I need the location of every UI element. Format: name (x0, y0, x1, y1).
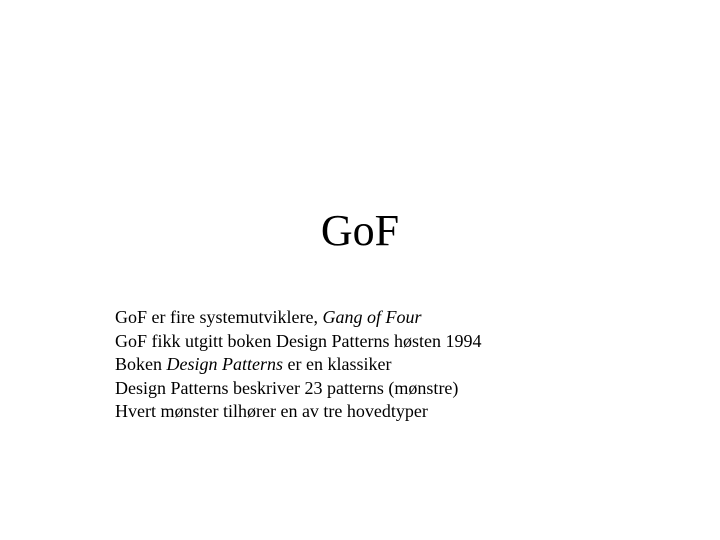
body-line (115, 330, 481, 354)
slide-body (115, 306, 481, 424)
italic-text-run: Gang of Four (322, 307, 422, 327)
text-run: er en klassiker (283, 354, 392, 374)
body-line (115, 377, 481, 401)
text-run: Hvert mønster tilhører en av tre hovedtyper (115, 401, 428, 421)
body-line (115, 400, 481, 424)
slide-title: GoF (320, 206, 400, 255)
body-line (115, 306, 481, 330)
text-run: GoF er fire systemutviklere, (115, 307, 323, 327)
italic-text-run: Design Patterns (166, 354, 283, 374)
text-run: Design Patterns beskriver 23 patterns (mønstre) (115, 377, 459, 398)
body-line (115, 353, 481, 377)
text-run: Boken (115, 354, 167, 374)
text-run: GoF fikk utgitt boken Design Patterns høsten 1994 (115, 330, 482, 351)
